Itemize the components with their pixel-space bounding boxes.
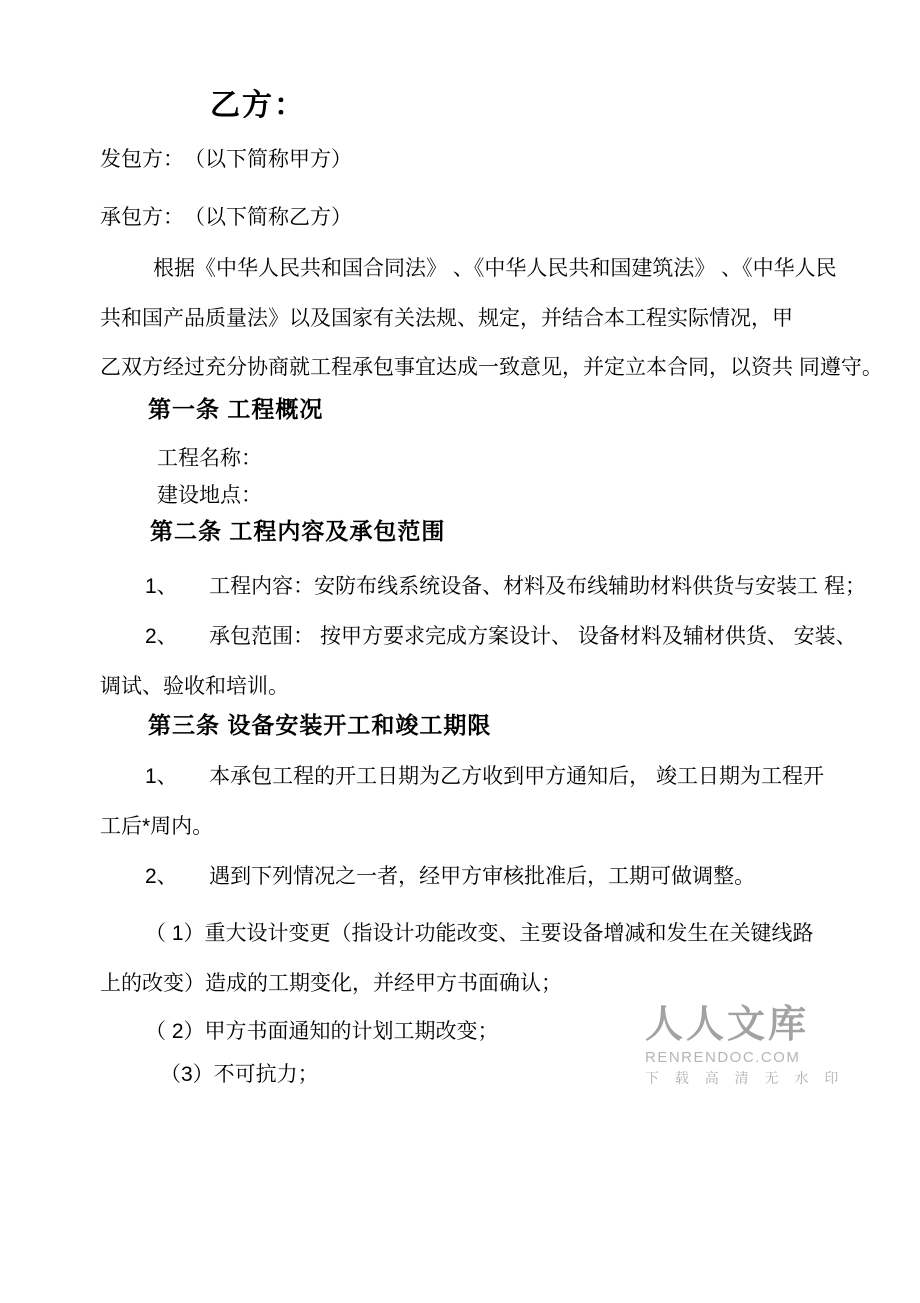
- section-3-sub-item-1: （ 1）重大设计变更（指设计功能改变、主要设备增减和发生在关键线路: [145, 922, 814, 945]
- watermark-brand-text: 人人文库: [645, 1004, 810, 1046]
- watermark: [645, 1005, 865, 1087]
- preamble-line-3: 乙双方经过充分协商就工程承包事宜达成一致意见，并定立本合同，以资共 同遵守。: [100, 356, 883, 379]
- project-name-label: 工程名称：: [157, 447, 262, 470]
- section-2-item-2-continuation: 调试、验收和培训。: [100, 675, 289, 698]
- section-3-sub-item-3: （3）不可抗力；: [160, 1063, 319, 1086]
- party-b-line: 承包方： （以下简称乙方）: [100, 206, 352, 229]
- preamble-line-2: 共和国产品质量法》以及国家有关法规、规定，并结合本工程实际情况，甲: [100, 307, 793, 330]
- section-2-item-1: 1、 工程内容：安防布线系统设备、材料及布线辅助材料供货与安装工 程；: [145, 575, 867, 598]
- section-2-heading: 第二条 工程内容及承包范围: [150, 518, 446, 544]
- section-3-item-1-continuation: 工后*周内。: [100, 815, 214, 838]
- section-3-sub-item-2: （ 2）甲方书面通知的计划工期改变；: [145, 1020, 499, 1043]
- site-label: 建设地点：: [157, 484, 262, 507]
- section-3-sub-item-1-continuation: 上的改变）造成的工期变化，并经甲方书面确认；: [100, 972, 562, 995]
- section-2-item-2: 2、 承包范围： 按甲方要求完成方案设计、 设备材料及辅材供货、 安装、: [145, 625, 857, 648]
- section-3-heading: 第三条 设备安装开工和竣工期限: [148, 712, 492, 738]
- document-title: 乙方：: [210, 89, 306, 122]
- party-a-line: 发包方： （以下简称甲方）: [100, 148, 352, 171]
- section-3-item-1: 1、 本承包工程的开工日期为乙方收到甲方通知后， 竣工日期为工程开: [145, 765, 825, 788]
- preamble-line-1: 根据《中华人民共和国合同法》 、《中华人民共和国建筑法》 、《中华人民: [153, 257, 837, 280]
- watermark-tagline-text: 下 载 高 清 无 水 印: [645, 1069, 845, 1086]
- section-1-heading: 第一条 工程概况: [148, 396, 324, 422]
- section-3-item-2: 2、 遇到下列情况之一者，经甲方审核批准后，工期可做调整。: [145, 865, 756, 888]
- watermark-domain-text: RENRENDOC.COM: [645, 1048, 801, 1066]
